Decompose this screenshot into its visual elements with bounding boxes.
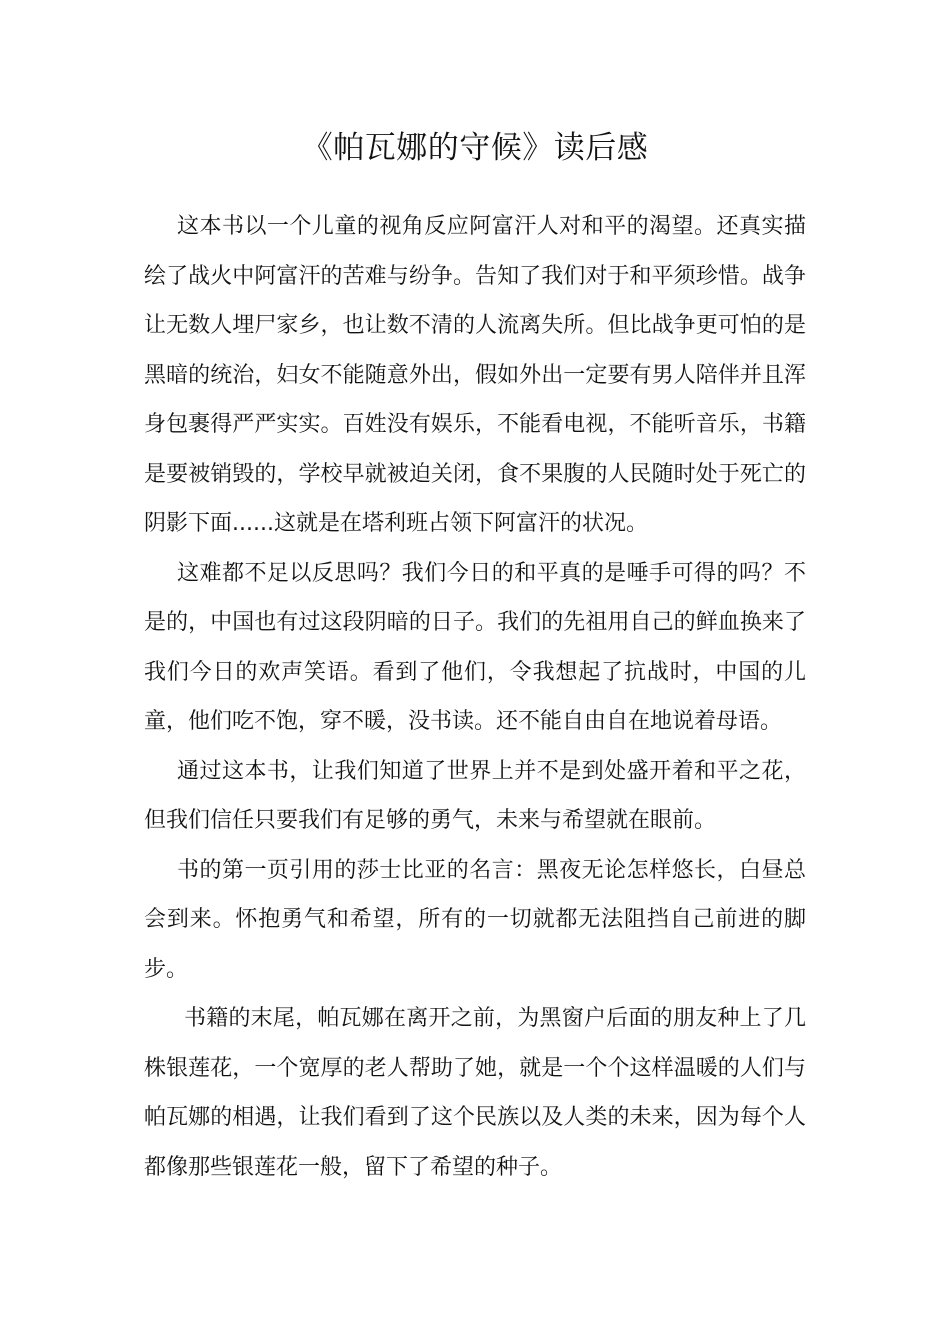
paragraph-4: 书的第一页引用的莎士比亚的名言：黑夜无论怎样悠长，白昼总会到来。怀抱勇气和希望，所有的一切就都无法阻挡自己前进的脚步。 — [144, 857, 806, 982]
document-title: 《帕瓦娜的守候》读后感 — [301, 130, 649, 166]
paragraph-3: 通过这本书，让我们知道了世界上并不是到处盛开着和平之花，但我们信任只要我们有足够的勇气，未来与希望就在眼前。 — [144, 758, 806, 833]
paragraph-2: 这难都不足以反思吗？我们今日的和平真的是唾手可得的吗？不是的，中国也有过这段阴暗的日子。我们的先祖用自己的鲜血换来了我们今日的欢声笑语。看到了他们，令我想起了抗战时，中国的儿童，他们吃不饱，穿不暖，没书读。还不能自由自在地说着母语。 — [144, 560, 806, 734]
paragraph-5: 书籍的末尾，帕瓦娜在离开之前，为黑窗户后面的朋友种上了几株银莲花，一个宽厚的老人帮助了她，就是一个个这样温暖的人们与帕瓦娜的相遇，让我们看到了这个民族以及人类的未来，因为每个人都像那些银莲花一般，留下了希望的种子。 — [144, 1006, 806, 1180]
paragraph-1: 这本书以一个儿童的视角反应阿富汗人对和平的渴望。还真实描绘了战火中阿富汗的苦难与纷争。告知了我们对于和平须珍惜。战争让无数人埋尸家乡，也让数不清的人流离失所。但比战争更可怕的是黑暗的统治，妇女不能随意外出，假如外出一定要有男人陪伴并且浑身包裹得严严实实。百姓没有娱乐，不能看电视，不能听音乐，书籍是要被销毁的，学校早就被迫关闭，食不果腹的人民随时处于死亡的阴影下面......这就是在塔利班占领下阿富汗的状况。 — [144, 214, 806, 536]
document-body — [144, 202, 806, 1192]
